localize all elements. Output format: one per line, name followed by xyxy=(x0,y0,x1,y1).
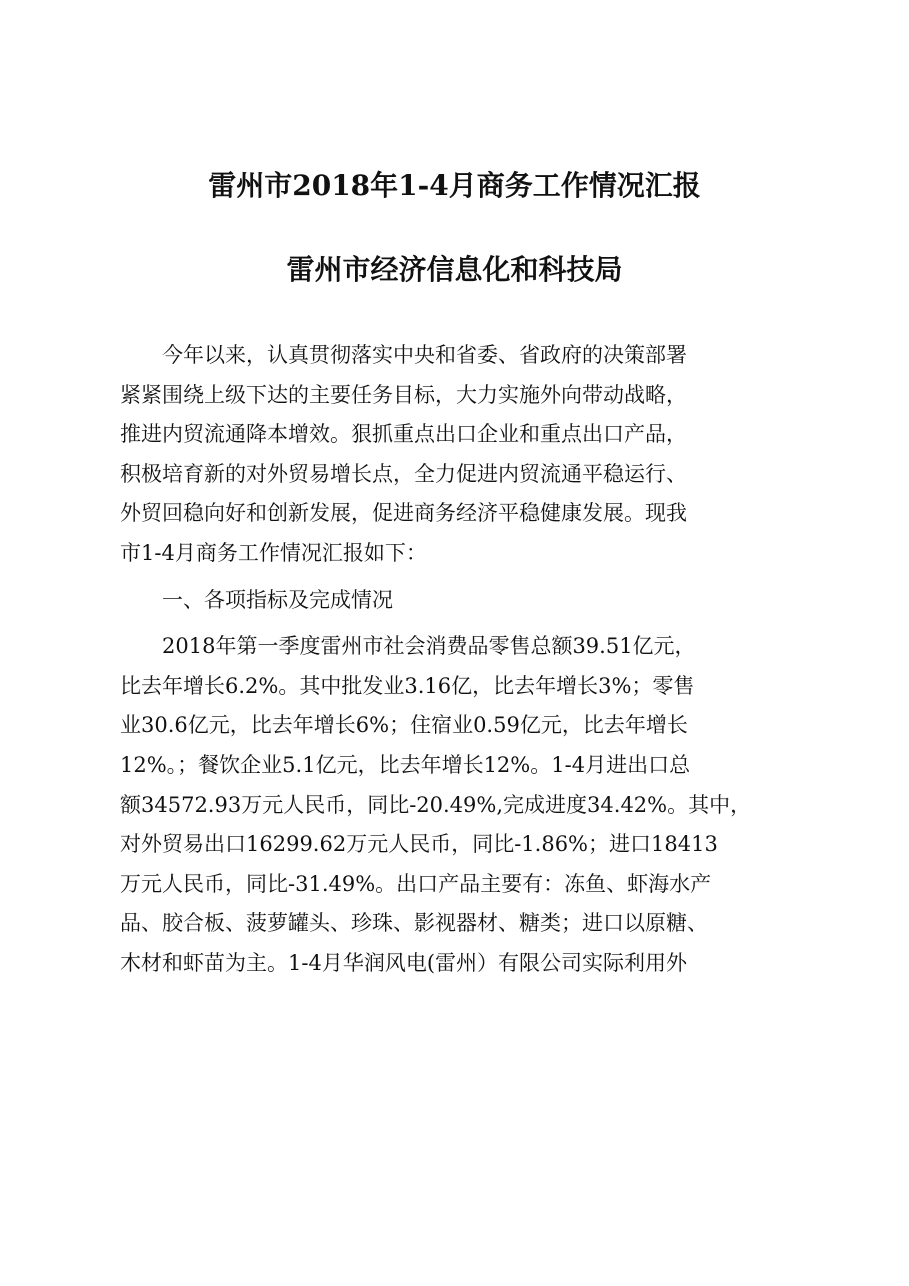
paragraph-line: 木材和虾苗为主。1-4月华润风电(雷州）有限公司实际利用外 xyxy=(120,950,688,975)
paragraph-line: 品、胶合板、菠萝罐头、珍珠、影视器材、糖类；进口以原糖、 xyxy=(120,911,708,936)
document-body xyxy=(120,336,820,984)
paragraph-line: 市1-4月商务工作情况汇报如下： xyxy=(120,540,427,565)
paragraph-line: 积极培育新的对外贸易增长点，全力促进内贸流通平稳运行、 xyxy=(120,461,687,486)
paragraph-line: 万元人民币，同比-31.49%。出口产品主要有：冻鱼、虾海水产 xyxy=(120,871,712,896)
paragraph-line: 紧紧围绕上级下达的主要任务目标，大力实施外向带动战略， xyxy=(120,382,687,407)
paragraph-spacer xyxy=(120,620,820,627)
indicators-paragraph xyxy=(120,627,820,983)
intro-paragraph xyxy=(120,336,820,574)
section-heading xyxy=(120,581,820,621)
paragraph-line: 推进内贸流通降本增效。狠抓重点出口企业和重点出口产品， xyxy=(120,422,687,447)
paragraph-line: 12%。；餐饮企业5.1亿元，比去年增长12%。1-4月进出口总 xyxy=(120,752,691,777)
paragraph-spacer xyxy=(120,574,820,581)
paragraph-line: 外贸回稳向好和创新发展，促进商务经济平稳健康发展。现我 xyxy=(120,501,687,526)
document-title: 雷州市2018年1-4月商务工作情况汇报 xyxy=(208,169,701,202)
paragraph-line: 对外贸易出口16299.62万元人民币，同比-1.86%；进口18413 xyxy=(120,832,718,857)
paragraph-line: 今年以来，认真贯彻落实中央和省委、省政府的决策部署 xyxy=(120,343,687,367)
paragraph-line: 业30.6亿元，比去年增长6%；住宿业0.59亿元，比去年增长 xyxy=(120,713,688,738)
document-subtitle: 雷州市经济信息化和科技局 xyxy=(286,253,623,286)
paragraph-line: 比去年增长6.2%。其中批发业3.16亿，比去年增长3%；零售 xyxy=(120,673,695,698)
paragraph-line: 额34572.93万元人民币，同比-20.49%,完成进度34.42%。其中， xyxy=(120,792,752,817)
paragraph-line: 2018年第一季度雷州市社会消费品零售总额39.51亿元， xyxy=(120,634,696,659)
section-heading-text: 一、各项指标及完成情况 xyxy=(120,587,393,612)
